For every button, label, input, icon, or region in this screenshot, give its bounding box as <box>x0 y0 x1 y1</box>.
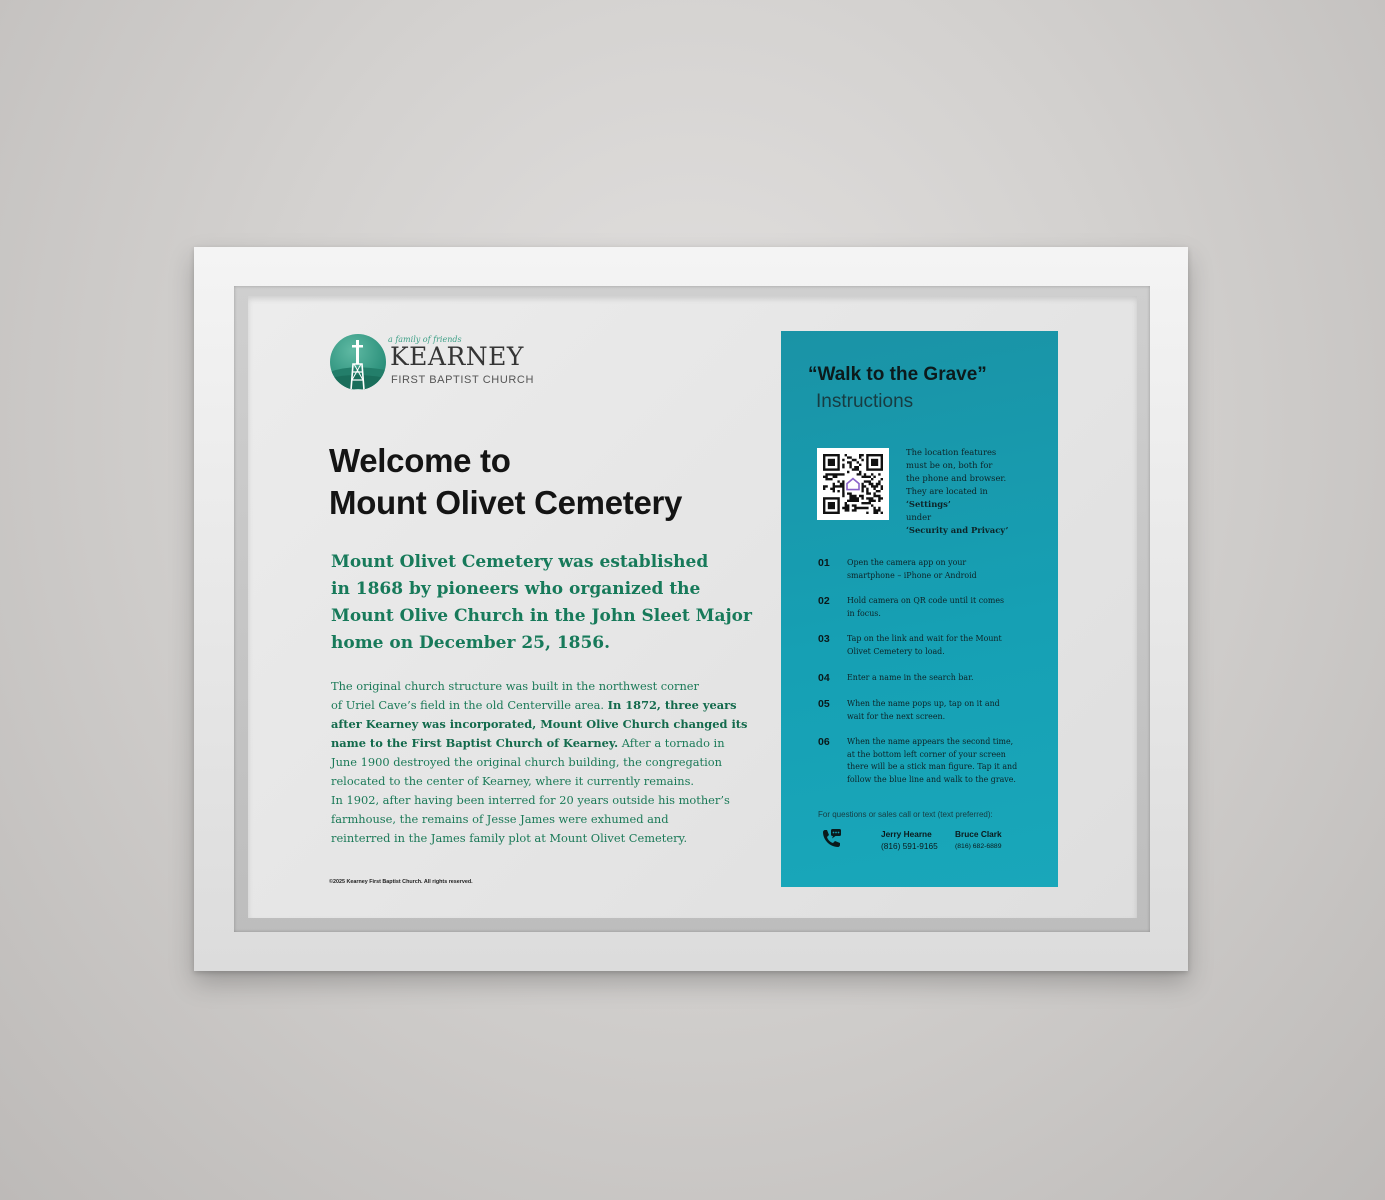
step-line: in focus. <box>847 608 881 618</box>
step-line: Tap on the link and wait for the Mount <box>847 634 1002 643</box>
contact-note: For questions or sales call or text (text preferred): <box>818 810 993 819</box>
logo-subname: FIRST BAPTIST CHURCH <box>391 374 534 386</box>
lead-line: Mount Olivet Cemetery was established <box>331 552 709 572</box>
step-number: 03 <box>818 633 830 645</box>
page-title <box>329 440 769 524</box>
step-text <box>847 672 1037 685</box>
location-note <box>906 446 1046 537</box>
step-number: 01 <box>818 557 830 569</box>
qr-code-icon[interactable] <box>817 448 889 520</box>
contact-phone[interactable]: (816) 591-9165 <box>881 841 938 851</box>
note-text: under <box>906 512 932 522</box>
note-line: The location features <box>906 447 997 457</box>
body-line: The original church structure was built in the northwest corner <box>331 679 699 693</box>
step-number: 02 <box>818 595 830 607</box>
note-line <box>906 524 1046 537</box>
note-line: must be on, both for <box>906 460 993 470</box>
lead-line: home on December 25, 1856. <box>331 633 611 653</box>
step-number: 05 <box>818 698 830 710</box>
body-line: June 1900 destroyed the original church building, the congregation <box>331 755 722 769</box>
step-text <box>847 698 1037 723</box>
body-line: reinterred in the James family plot at Mount Olivet Cemetery. <box>331 831 688 845</box>
step-text <box>847 633 1037 658</box>
step-line: Open the camera app on your <box>847 558 967 567</box>
step-text <box>847 557 1037 582</box>
contact-name: Jerry Hearne <box>881 829 932 839</box>
history-paragraph <box>331 677 751 848</box>
body-bold-text: after Kearney was incorporated, Mount Olive Church changed its <box>331 717 748 731</box>
body-line <box>331 696 751 715</box>
contact-bruce <box>955 829 1002 853</box>
step-line: When the name pops up, tap on it and <box>847 699 1000 708</box>
lead-line: Mount Olive Church in the John Sleet Major <box>331 606 752 626</box>
copyright-notice: ©2025 Kearney First Baptist Church. All rights reserved. <box>329 879 473 885</box>
steeple-emblem-icon <box>330 334 386 390</box>
step-line: Hold camera on QR code until it comes <box>847 596 1005 605</box>
step-line: smartphone – iPhone or Android <box>847 570 977 580</box>
note-line: the phone and browser. <box>906 473 1007 483</box>
step-line: wait for the next screen. <box>847 711 946 721</box>
step-number: 06 <box>818 736 830 748</box>
body-line: In 1902, after having been interred for 20 years outside his mother’s <box>331 793 730 807</box>
step-text <box>847 736 1037 786</box>
step-text <box>847 595 1037 620</box>
note-bold: ‘Settings’ <box>906 499 951 509</box>
step-line: When the name appears the second time, <box>847 737 1014 746</box>
phone-message-icon <box>820 828 842 850</box>
logo-tagline: a family of friends <box>388 335 462 344</box>
body-bold-text: In 1872, three years <box>607 698 737 712</box>
step-line: at the bottom left corner of your screen <box>847 749 1006 759</box>
panel-title: “Walk to the Grave” <box>808 364 987 385</box>
body-line <box>331 734 751 753</box>
step-line: Enter a name in the search bar. <box>847 673 974 682</box>
lead-paragraph <box>331 549 751 657</box>
step-line: follow the blue line and walk to the grave. <box>847 774 1016 784</box>
title-line: Mount Olivet Cemetery <box>329 484 683 521</box>
body-line <box>331 715 751 734</box>
contact-name: Bruce Clark <box>955 829 1002 839</box>
note-bold: ‘Security and Privacy’ <box>906 525 1009 535</box>
logo-name: KEARNEY <box>390 342 524 371</box>
lead-line: in 1868 by pioneers who organized the <box>331 579 701 599</box>
contact-phone[interactable]: (816) 682-6889 <box>955 843 1002 850</box>
panel-subtitle: Instructions <box>816 391 914 412</box>
body-line: relocated to the center of Kearney, where it currently remains. <box>331 774 695 788</box>
step-line: Olivet Cemetery to load. <box>847 646 945 656</box>
contact-jerry <box>881 829 938 853</box>
note-line <box>906 498 1046 524</box>
body-line: farmhouse, the remains of Jesse James were exhumed and <box>331 812 669 826</box>
body-text: After a tornado in <box>618 736 725 750</box>
note-line: They are located in <box>906 486 988 496</box>
body-text: of Uriel Cave’s field in the old Centerville area. <box>331 698 608 712</box>
church-logo <box>330 334 550 394</box>
step-number: 04 <box>818 672 830 684</box>
body-bold-text: name to the First Baptist Church of Kearney. <box>331 736 619 750</box>
title-line: Welcome to <box>329 442 511 479</box>
step-line: there will be a stick man figure. Tap it and <box>847 762 1018 771</box>
